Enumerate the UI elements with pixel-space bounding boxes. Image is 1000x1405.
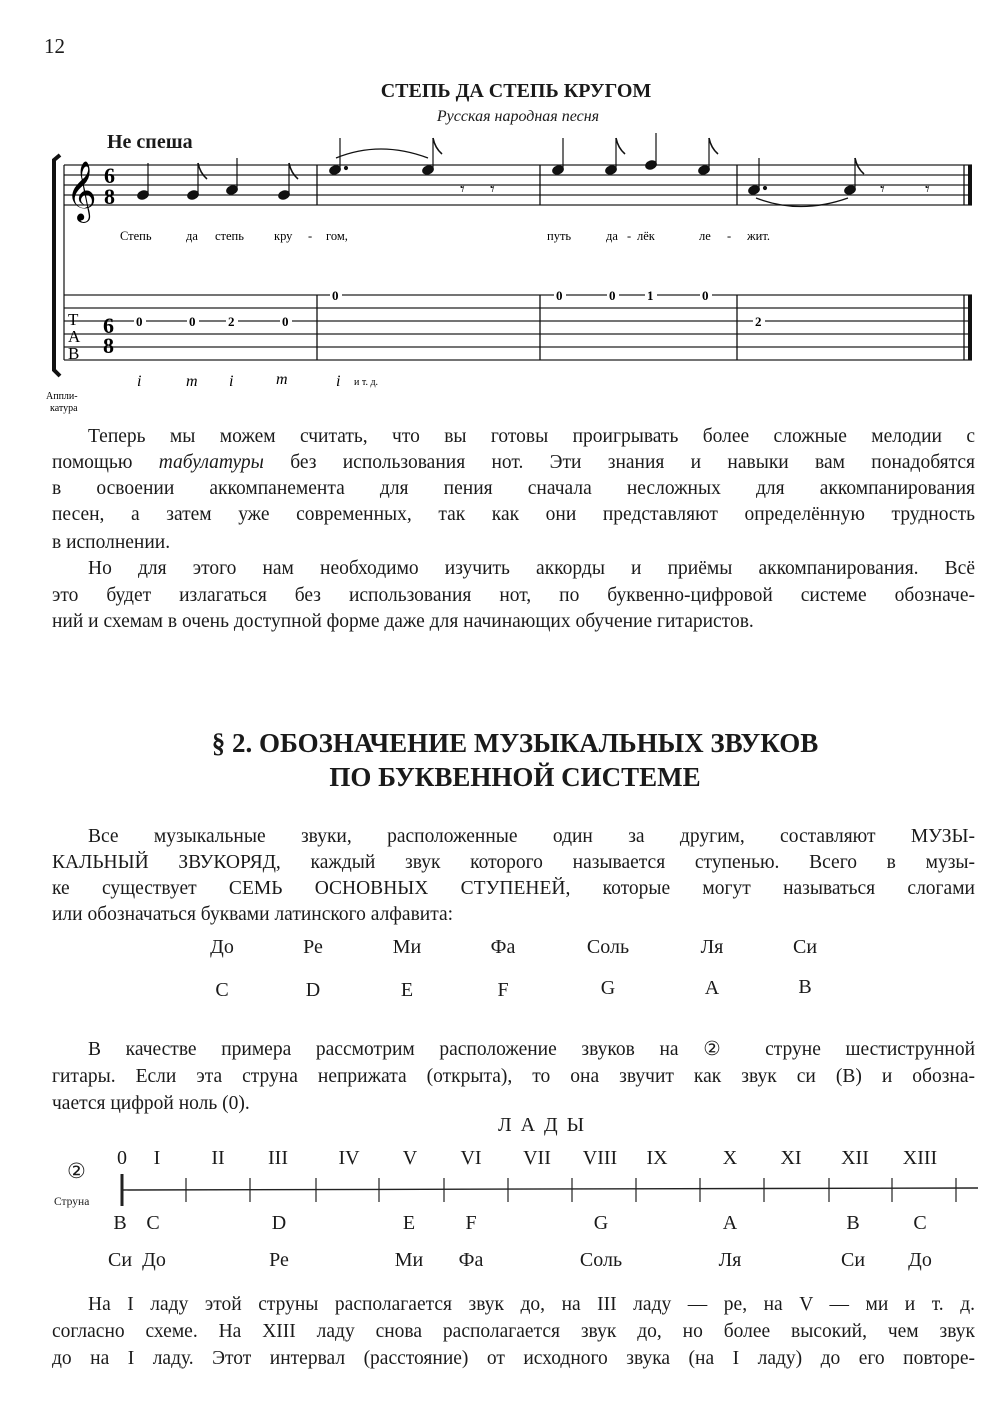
svg-text:-: -	[308, 229, 313, 243]
eighth-rest-icon: 𝄾	[490, 179, 495, 199]
eighth-rest-icon: 𝄾	[460, 179, 465, 199]
music-score	[0, 0, 1000, 420]
svg-text:степь: степь	[215, 229, 244, 243]
fret-note-name: Ля	[718, 1249, 742, 1271]
fret-number: III	[268, 1147, 288, 1169]
note-letter: A	[704, 977, 720, 999]
fret-number: IV	[338, 1147, 360, 1169]
paragraph-line: помощью табулатуры без использования нот. Эти знания и навыки вам понадобятся	[52, 452, 975, 473]
svg-text:m: m	[186, 373, 198, 390]
svg-text:i: i	[137, 373, 142, 390]
note-letter: C	[215, 979, 229, 1001]
fret-note-name: Си	[840, 1249, 866, 1271]
fret-number: IX	[646, 1147, 668, 1169]
song-title: СТЕПЬ ДА СТЕПЬ КРУГОМ	[380, 80, 652, 102]
fret-number: V	[402, 1147, 418, 1169]
string-label: Струна	[54, 1196, 90, 1208]
fret-note-letter: C	[913, 1212, 927, 1234]
paragraph-line: до на I ладу. Этот интервал (расстояние) от исходного звука (на I ладу) до его повторе-	[52, 1348, 975, 1369]
paragraph-line: Но для этого нам необходимо изучить аккорды и приёмы аккомпанирования. Всё	[88, 558, 975, 579]
note-syllable: До	[210, 936, 234, 958]
page-number: 12	[44, 34, 65, 58]
fret-number: I	[153, 1147, 161, 1169]
fret-number: II	[211, 1147, 225, 1169]
tab-letter: A	[68, 327, 81, 346]
svg-text:0: 0	[556, 288, 563, 303]
svg-text:2: 2	[228, 314, 235, 329]
song-subtitle: Русская народная песня	[436, 108, 600, 125]
fret-note-letter: E	[402, 1212, 416, 1234]
notes	[136, 133, 930, 201]
svg-text:0: 0	[136, 314, 143, 329]
svg-text:0: 0	[609, 288, 616, 303]
note-syllable: Фа	[490, 936, 516, 958]
tie	[336, 149, 428, 158]
svg-text:Степь: Степь	[120, 229, 152, 243]
svg-text:да: да	[606, 229, 618, 243]
paragraph-line: песен, а затем уже современных, так как они представляют определённую трудность	[52, 504, 975, 525]
fingering	[137, 371, 340, 390]
fret-note-name: Си	[107, 1249, 133, 1271]
tab-letter: T	[68, 310, 79, 329]
note-letter: E	[400, 979, 414, 1001]
svg-text:i: i	[229, 373, 234, 390]
fret-number: VI	[460, 1147, 482, 1169]
fret-note-name: Ре	[269, 1249, 289, 1271]
svg-text:i: i	[336, 373, 341, 390]
paragraph-line: Теперь мы можем считать, что вы готовы проигрывать более сложные мелодии с	[88, 426, 975, 447]
paragraph-line: в освоении аккомпанемента для пения сначала несложных для аккомпанирования	[52, 478, 975, 499]
fret-note-letter: F	[465, 1212, 477, 1234]
fret-number: X	[722, 1147, 738, 1169]
note-letter: B	[798, 976, 812, 998]
fret-note-letter: C	[146, 1212, 160, 1234]
lyrics	[120, 229, 770, 243]
system-bracket	[54, 155, 60, 376]
paragraph-line: Все музыкальные звуки, расположенные один за другим, составляют МУЗЫ-	[88, 826, 975, 847]
svg-text:гом,: гом,	[326, 229, 348, 243]
fret-note-name: До	[908, 1249, 932, 1271]
note-syllable: Ми	[392, 936, 422, 958]
note-flag	[709, 138, 718, 154]
dot	[344, 166, 347, 169]
svg-text:-: -	[727, 229, 732, 243]
fret-number: 0	[117, 1147, 127, 1169]
note-letter: G	[600, 977, 616, 999]
svg-text:-: -	[627, 229, 632, 243]
svg-text:6: 6	[103, 313, 114, 338]
svg-text:жит.: жит.	[747, 229, 770, 243]
paragraph-line: в исполнении.	[52, 532, 171, 553]
paragraph-line: гитары. Если эта струна неприжата (открыта), то она звучит как звук си (B) и обозна-	[52, 1066, 975, 1087]
staff-lines	[64, 165, 972, 360]
svg-text:Аппли-: Аппли-	[46, 391, 78, 402]
fret-number: VIII	[582, 1147, 618, 1169]
paragraph-line: КАЛЬНЫЙ ЗВУКОРЯД, каждый звук которого называется ступенью. Всего в музы-	[52, 852, 975, 873]
section-heading: § 2. ОБОЗНАЧЕНИЕ МУЗЫКАЛЬНЫХ ЗВУКОВ	[211, 728, 819, 758]
svg-text:0: 0	[332, 288, 339, 303]
svg-text:лёк: лёк	[637, 229, 655, 243]
note-letter: F	[497, 979, 509, 1001]
paragraph-line: На I ладу этой струны располагается звук до, на III ладу — ре, на V — ми и т. д.	[88, 1294, 975, 1315]
string-number: ②	[67, 1159, 86, 1183]
svg-text:0: 0	[189, 314, 196, 329]
svg-text:6: 6	[104, 163, 115, 188]
paragraph-line: или обозначаться буквами латинского алфавита:	[52, 904, 454, 925]
note-letter: D	[305, 979, 321, 1001]
section-heading: ПО БУКВЕННОЙ СИСТЕМЕ	[329, 762, 701, 792]
note-syllable: Си	[792, 936, 818, 958]
svg-text:8: 8	[104, 184, 115, 209]
fret-note-name: До	[142, 1249, 166, 1271]
fret-number: VII	[523, 1147, 551, 1169]
svg-text:2: 2	[755, 314, 762, 329]
svg-text:кру: кру	[274, 229, 293, 243]
note-flag	[433, 138, 442, 154]
fret-note-letter: D	[271, 1212, 287, 1234]
note-syllable: Соль	[586, 936, 630, 958]
barlines	[317, 165, 964, 360]
fret-number: XII	[841, 1147, 869, 1169]
svg-text:0: 0	[282, 314, 289, 329]
svg-text:и т. д.: и т. д.	[354, 377, 379, 388]
paragraph-line: ке существует СЕМЬ ОСНОВНЫХ СТУПЕНЕЙ, которые могут называться слогами	[52, 878, 975, 899]
paragraph-line: это будет излагаться без использования нот, по буквенно-цифровой системе обозначе-	[52, 585, 975, 606]
paragraph-line: чается цифрой ноль (0).	[52, 1093, 250, 1114]
svg-text:путь: путь	[547, 229, 572, 243]
paragraph-line: ний и схемам в очень доступной форме даже для начинающих обучение гитаристов.	[52, 611, 754, 632]
string-line	[0, 1170, 1000, 1210]
treble-clef-icon: 𝄞	[66, 163, 97, 220]
eighth-rest-icon: 𝄾	[880, 179, 885, 199]
fret-note-name: Фа	[458, 1249, 484, 1271]
fret-note-letter: A	[722, 1212, 738, 1234]
fret-note-name: Соль	[579, 1249, 623, 1271]
svg-text:m: m	[276, 371, 288, 388]
note-flag	[855, 158, 864, 174]
fret-note-letter: B	[113, 1212, 127, 1234]
tab-letter: B	[68, 344, 80, 363]
frets-title: Л А Д Ы	[498, 1114, 587, 1136]
paragraph-line: согласно схеме. На XIII ладу снова располагается звук до, но более высокий, чем звук	[52, 1321, 975, 1342]
fret-note-letter: G	[593, 1212, 609, 1234]
svg-text:1: 1	[647, 288, 654, 303]
svg-text:ле: ле	[699, 229, 711, 243]
fret-note-name: Ми	[394, 1249, 424, 1271]
svg-text:8: 8	[103, 333, 114, 358]
note-flag	[616, 138, 625, 154]
svg-text:0: 0	[702, 288, 709, 303]
note-syllable: Ре	[303, 936, 323, 958]
paragraph-line: В качестве примера рассмотрим расположение звуков на ② струне шестиструнной	[88, 1039, 975, 1060]
fret-note-letter: B	[846, 1212, 860, 1234]
tempo-marking: Не спеша	[107, 131, 193, 153]
fret-number: XIII	[902, 1147, 938, 1169]
fret-number: XI	[780, 1147, 802, 1169]
note-syllable: Ля	[700, 936, 724, 958]
eighth-rest-icon: 𝄾	[925, 179, 930, 199]
svg-text:да: да	[186, 229, 198, 243]
dot	[763, 186, 766, 189]
svg-text:катура: катура	[50, 403, 78, 414]
